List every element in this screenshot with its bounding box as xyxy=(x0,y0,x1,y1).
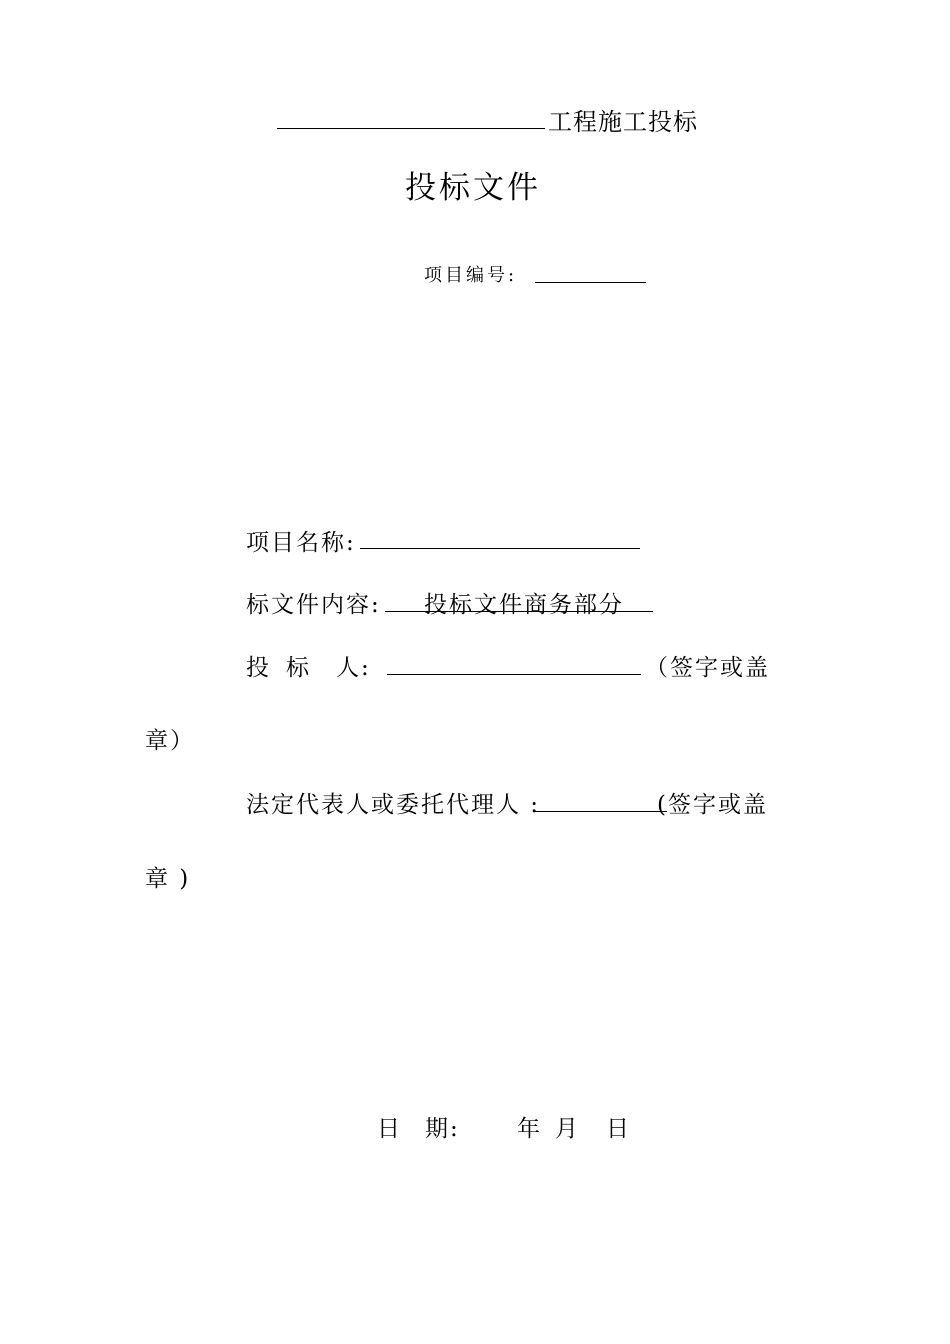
project-name-label: 项目名称: xyxy=(246,530,356,556)
date-year[interactable]: 年 xyxy=(517,1116,542,1142)
project-title-blank[interactable] xyxy=(277,128,545,129)
representative-blank[interactable] xyxy=(535,811,667,812)
representative-note: (签字或盖 xyxy=(657,792,768,818)
bidder-label-2: 标 xyxy=(286,655,311,681)
date-label-1: 日 xyxy=(377,1116,402,1142)
bidder-blank[interactable] xyxy=(387,674,641,675)
bidder-label-1: 投 xyxy=(246,655,271,681)
content-label: 标文件内容: xyxy=(246,592,381,618)
content-value: 投标文件商务部分 xyxy=(424,592,624,618)
project-name-blank[interactable] xyxy=(360,548,640,549)
representative-label: 法定代表人或委托代理人 : xyxy=(246,792,541,818)
date-month[interactable]: 月 xyxy=(555,1116,580,1142)
page-title: 投标文件 xyxy=(405,170,541,206)
bidder-note: （签字或盖 xyxy=(645,655,770,681)
bidder-note-continued: 章） xyxy=(145,728,195,754)
project-number-blank[interactable] xyxy=(535,282,646,283)
project-number-label: 项目编号: xyxy=(424,265,518,286)
date-day[interactable]: 日 xyxy=(606,1116,631,1142)
date-label-2: 期: xyxy=(425,1116,460,1142)
bidder-label-3: 人: xyxy=(336,655,371,681)
representative-note-continued: 章 ) xyxy=(145,866,191,892)
header-suffix: 工程施工投标 xyxy=(548,108,698,136)
